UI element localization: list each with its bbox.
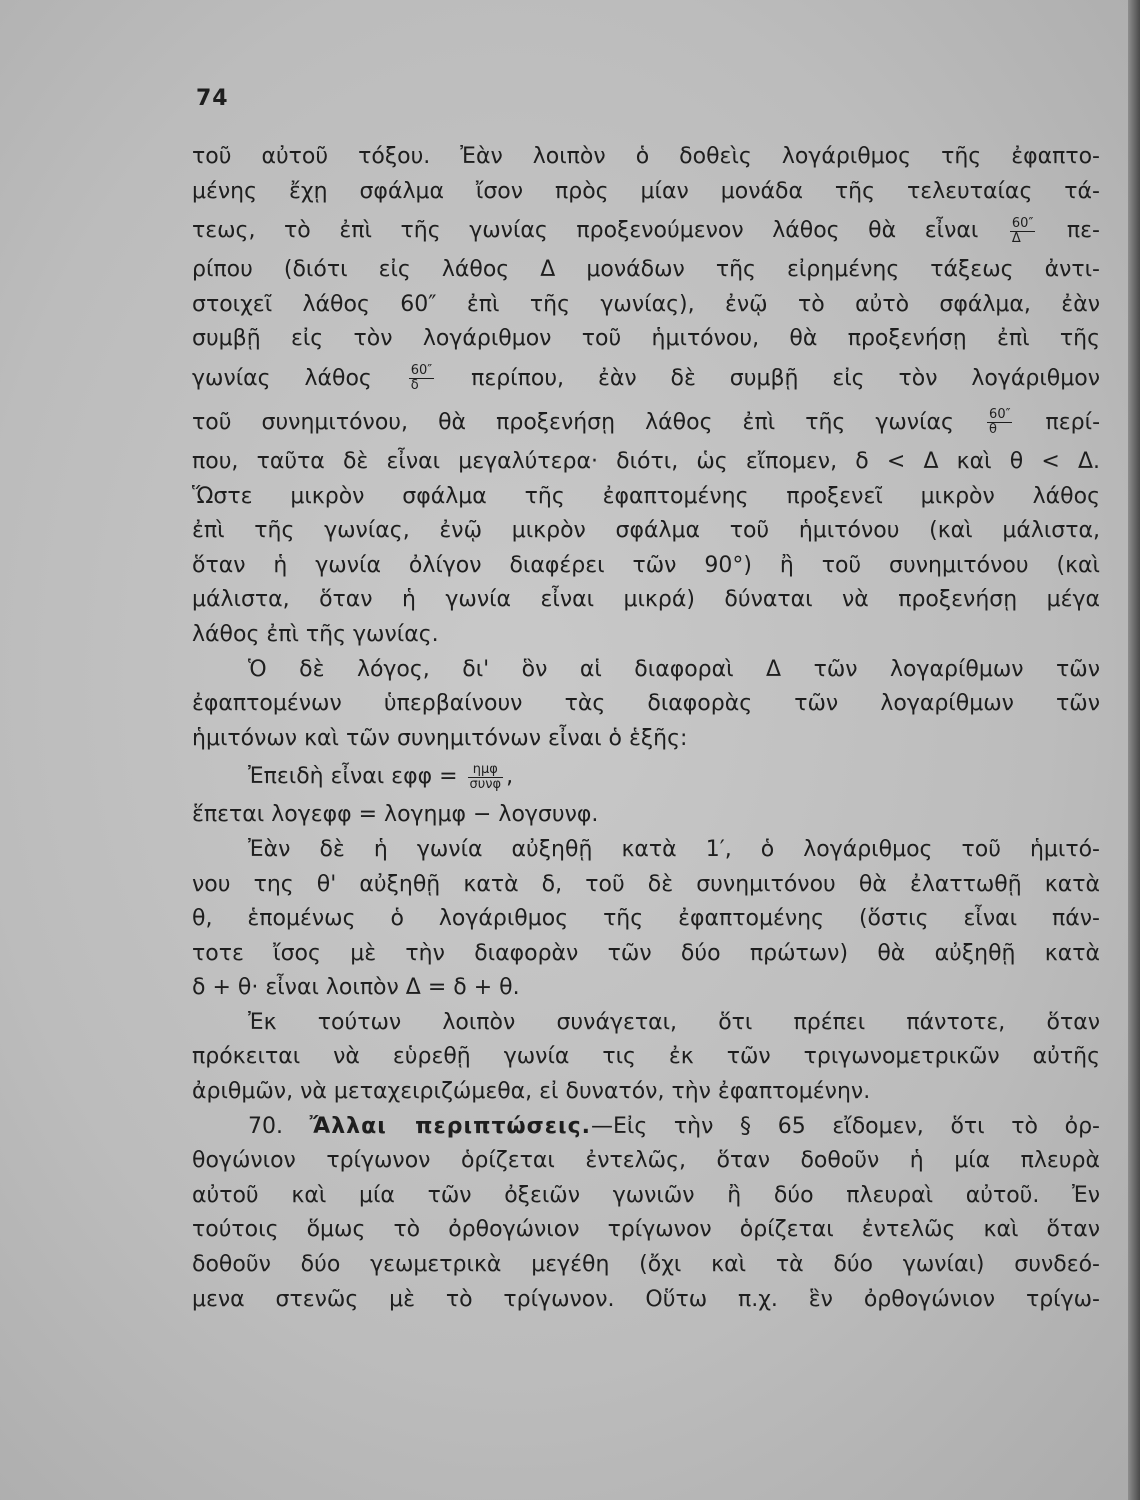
text-line: ἡμιτόνων καὶ τῶν συνημιτόνων εἶναι ὁ ἑξῆς: [192, 725, 688, 751]
line-text: τεως, τὸ ἐπὶ τῆς γωνίας προξενούμενον λάθος θὰ εἶναι [192, 218, 979, 244]
text-line: τούτοις ὅμως τὸ ὀρθογώνιον τρίγωνον ὁρίζεται ἐντελῶς καὶ ὅταν [192, 1217, 1100, 1243]
text-line [192, 209, 1100, 253]
text-line: θ, ἑπομένως ὁ λογάριθμος τῆς ἐφαπτομένης (ὅστις εἶναι πάν- [192, 906, 1100, 932]
line-text: πε- [1066, 218, 1100, 244]
fraction-numerator: 60″ [1011, 215, 1034, 231]
text-line: που, ταῦτα δὲ εἶναι μεγαλύτερα· διότι, ὡς εἴπομεν, δ < Δ καὶ θ < Δ. [192, 448, 1100, 474]
line-text: περί- [1045, 409, 1101, 435]
page-number: 74 [196, 86, 229, 111]
text-line: λάθος ἐπὶ τῆς γωνίας. [192, 621, 439, 647]
section-title: Ἄλλαι περιπτώσεις. [309, 1113, 591, 1139]
text-line: μενα στενῶς μὲ τὸ τρίγωνον. Οὕτω π.χ. ἓν ὀρθογώνιον τρίγω- [192, 1286, 1100, 1312]
text-line: ἐπὶ τῆς γωνίας, ἐνῷ μικρὸν σφάλμα τοῦ ἡμιτόνου (καὶ μάλιστα, [192, 518, 1100, 544]
text-line: ἐφαπτομένων ὑπερβαίνουν τὰς διαφορὰς τῶν λογαρίθμων τῶν [192, 691, 1100, 717]
text-line [192, 401, 1100, 445]
fraction-numerator: 60″ [410, 363, 433, 379]
text-line: δ + θ· εἶναι λοιπὸν Δ = δ + θ. [192, 975, 520, 1001]
text-line: δοθοῦν δύο γεωμετρικὰ μεγέθη (ὄχι καὶ τὰ δύο γωνίαι) συνδεό- [192, 1252, 1100, 1278]
fraction-denominator: Δ [1011, 230, 1021, 246]
fraction-denominator: θ [989, 422, 998, 438]
text-line: συμβῇ εἰς τὸν λογάριθμον τοῦ ἡμιτόνου, θὰ προξενήσῃ ἐπὶ τῆς [192, 326, 1100, 352]
line-text: —Εἰς τὴν § 65 εἴδομεν, ὅτι τὸ ὀρ- [590, 1113, 1100, 1139]
text-line: τοῦ αὐτοῦ τόξου. Ἐὰν λοιπὸν ὁ δοθεὶς λογάριθμος τῆς ἐφαπτο- [192, 144, 1100, 169]
text-line: αὐτοῦ καὶ μία τῶν ὀξειῶν γωνιῶν ἢ δύο πλευραὶ αὐτοῦ. Ἐν [192, 1182, 1100, 1208]
text-line: Ἐκ τούτων λοιπὸν συνάγεται, ὅτι πρέπει πάντοτε, ὅταν [248, 1009, 1100, 1035]
text-line: ὅταν ἡ γωνία ὀλίγον διαφέρει τῶν 90°) ἢ τοῦ συνημιτόνου (καὶ [192, 552, 1100, 578]
fraction-denominator: συνφ [469, 776, 502, 792]
text-line: τοτε ἴσος μὲ τὴν διαφορὰν τῶν δύο πρώτων) θὰ αὐξηθῇ κατὰ [192, 940, 1100, 966]
fraction-numerator: ημφ [468, 763, 504, 778]
text-line [192, 357, 1100, 401]
text-line: στοιχεῖ λάθος 60″ ἐπὶ τῆς γωνίας), ἐνῷ τὸ αὐτὸ σφάλμα, ἐὰν [192, 291, 1100, 317]
text-line: Ὁ δὲ λόγος, δι' ὃν αἱ διαφοραὶ Δ τῶν λογαρίθμων τῶν [248, 656, 1100, 682]
line-text: γωνίας λάθος [192, 365, 372, 391]
page-edge-shadow [1128, 0, 1140, 1500]
text-line: Ὥστε μικρὸν σφάλμα τῆς ἐφαπτομένης προξενεῖ μικρὸν λάθος [192, 483, 1100, 509]
fraction-60-over-delta [1010, 217, 1035, 246]
body-text [192, 140, 1100, 1317]
text-line: Ἐὰν δὲ ἡ γωνία αὐξηθῇ κατὰ 1′, ὁ λογάριθμος τοῦ ἡμιτό- [248, 836, 1100, 862]
fraction-numerator: 60″ [989, 407, 1011, 423]
line-text: τοῦ συνημιτόνου, θὰ προξενήσῃ λάθος ἐπὶ τῆς γωνίας [192, 409, 954, 435]
text-line: θογώνιον τρίγωνον ὁρίζεται ἐντελῶς, ὅταν δοθοῦν ἡ μία πλευρὰ [192, 1148, 1100, 1174]
fraction-denominator: δ [410, 378, 419, 394]
formula-line [192, 756, 1100, 798]
text-line: πρόκειται νὰ εὑρεθῇ γωνία τις ἐκ τῶν τριγωνομετρικῶν αὐτῆς [192, 1044, 1100, 1070]
section-heading-line [192, 1110, 1100, 1145]
fraction-60-over-theta [987, 408, 1012, 437]
text-line: μάλιστα, ὅταν ἡ γωνία εἶναι μικρά) δύναται νὰ προξενήσῃ μέγα [192, 587, 1100, 613]
text-line: μένης ἔχῃ σφάλμα ἴσον πρὸς μίαν μονάδα τῆς τελευταίας τά- [192, 178, 1100, 204]
text-line: ἕπεται λογεφφ = λογημφ − λογσυνφ. [192, 802, 599, 828]
text-line: ρίπου (διότι εἰς λάθος Δ μονάδων τῆς εἰρημένης τάξεως ἀντι- [192, 257, 1100, 283]
line-text: περίπου, ἐὰν δὲ συμβῇ εἰς τὸν λογάριθμον [471, 365, 1101, 391]
fraction-60-over-delta-small [409, 364, 434, 393]
section-number: 70. [248, 1113, 283, 1139]
fraction-sin-over-cos [468, 763, 504, 792]
fraction-trailing-comma: , [506, 764, 514, 790]
formula-text: Ἐπειδὴ εἶναι εφφ = [248, 764, 458, 790]
text-line: νου της θ' αὐξηθῇ κατὰ δ, τοῦ δὲ συνημιτόνου θὰ ἐλαττωθῇ κατὰ [192, 871, 1100, 897]
text-line: ἀριθμῶν, νὰ μεταχειριζώμεθα, εἰ δυνατόν, τὴν ἐφαπτομένην. [192, 1079, 871, 1105]
